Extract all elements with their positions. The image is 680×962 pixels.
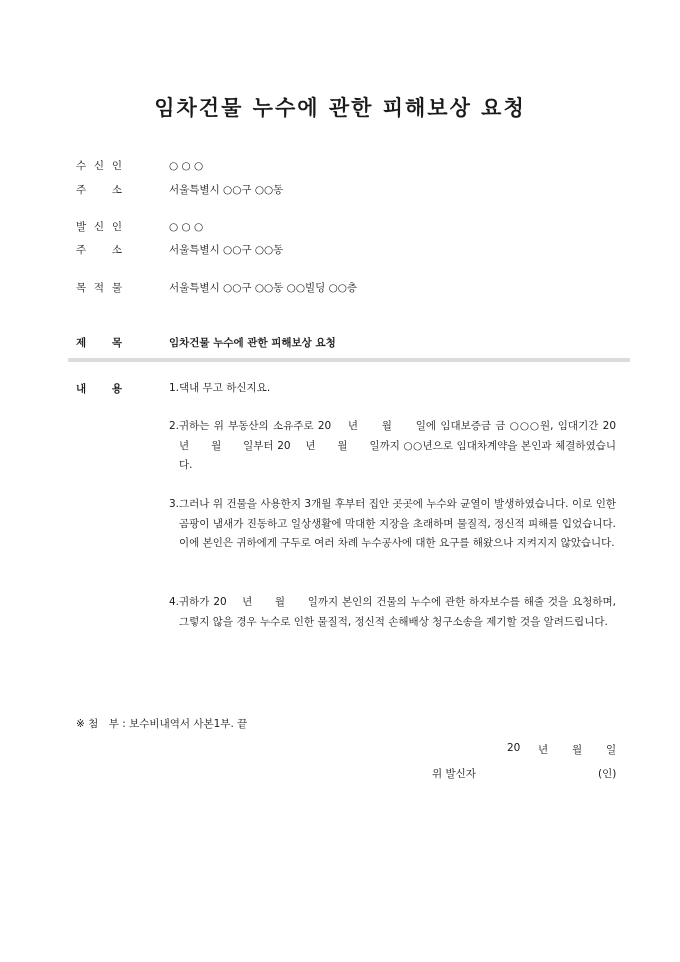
- property-label: 목 적 물: [76, 282, 122, 294]
- recipient-name: ○ ○ ○: [169, 160, 204, 172]
- paragraph-text: 그러나 위 건물을 사용한지 3개월 후부터 집안 곳곳에 누수와 균열이 발생하였습니다. 이로 인한 곰팡이 냄새가 진동하고 일상생활에 막대한 지장을 초래하며 물질적, 정신적 피해를 입었습니다. 이에 본인은 귀하에게 구두로 여러 차례 누수공사에 대한 요구를 해왔으나 지켜지지 않았습니다.: [179, 498, 616, 549]
- date-year: 년: [538, 744, 549, 756]
- content-label: 내 용: [76, 383, 122, 395]
- document-title: 임차건물 누수에 관한 피해보상 요청: [154, 96, 526, 120]
- attachment-note: ※ 첨 부 : 보수비내역서 사본1부. 끝: [76, 718, 248, 730]
- paragraph-text: 댁내 무고 하신지요.: [179, 382, 271, 394]
- sender-name: ○ ○ ○: [169, 221, 204, 233]
- content-paragraph-4: [169, 593, 616, 632]
- paragraph-text: 귀하가 20 년 월 일까지 본인의 건물의 누수에 관한 하자보수를 해줄 것을 요청하며, 그렇지 않을 경우 누수로 인한 물질적, 정신적 손해배상 청구소송을 제기할 것을 알려드립니다.: [179, 596, 616, 628]
- content-paragraph-2: [169, 417, 630, 476]
- paragraph-number: 4.: [169, 596, 180, 608]
- content-paragraph-3: [169, 495, 616, 554]
- recipient-label: 수 신 인: [76, 160, 122, 172]
- date-day: 일: [606, 744, 617, 756]
- sender-address: 서울특별시 ○○구 ○○동: [169, 244, 284, 256]
- content-paragraph-1: [169, 379, 616, 399]
- date-year-prefix: 20: [507, 742, 521, 754]
- paragraph-number: 1.: [169, 382, 180, 394]
- sender-signature-label: 위 발신자: [432, 768, 476, 780]
- subject-value: 임차건물 누수에 관한 피해보상 요청: [169, 337, 336, 349]
- seal-mark: (인): [598, 768, 617, 780]
- subject-label: 제 목: [76, 337, 122, 349]
- property-address: 서울특별시 ○○구 ○○동 ○○빌딩 ○○층: [169, 282, 358, 294]
- section-divider: [68, 358, 630, 362]
- sender-address-label: 주 소: [76, 244, 122, 256]
- recipient-address-label: 주 소: [76, 184, 122, 196]
- date-month: 월: [572, 744, 583, 756]
- paragraph-text: 귀하는 위 부동산의 소유주로 20 년 월 일에 임대보증금 금 ○○○원, 임대기간 20 년 월 일부터 20 년 월 일까지 ○○년으로 임대차계약을 본인과 체결하였습니다.: [179, 420, 630, 471]
- recipient-address: 서울특별시 ○○구 ○○동: [169, 184, 284, 196]
- paragraph-number: 2.: [169, 420, 180, 432]
- sender-label: 발 신 인: [76, 221, 122, 233]
- paragraph-number: 3.: [169, 498, 180, 510]
